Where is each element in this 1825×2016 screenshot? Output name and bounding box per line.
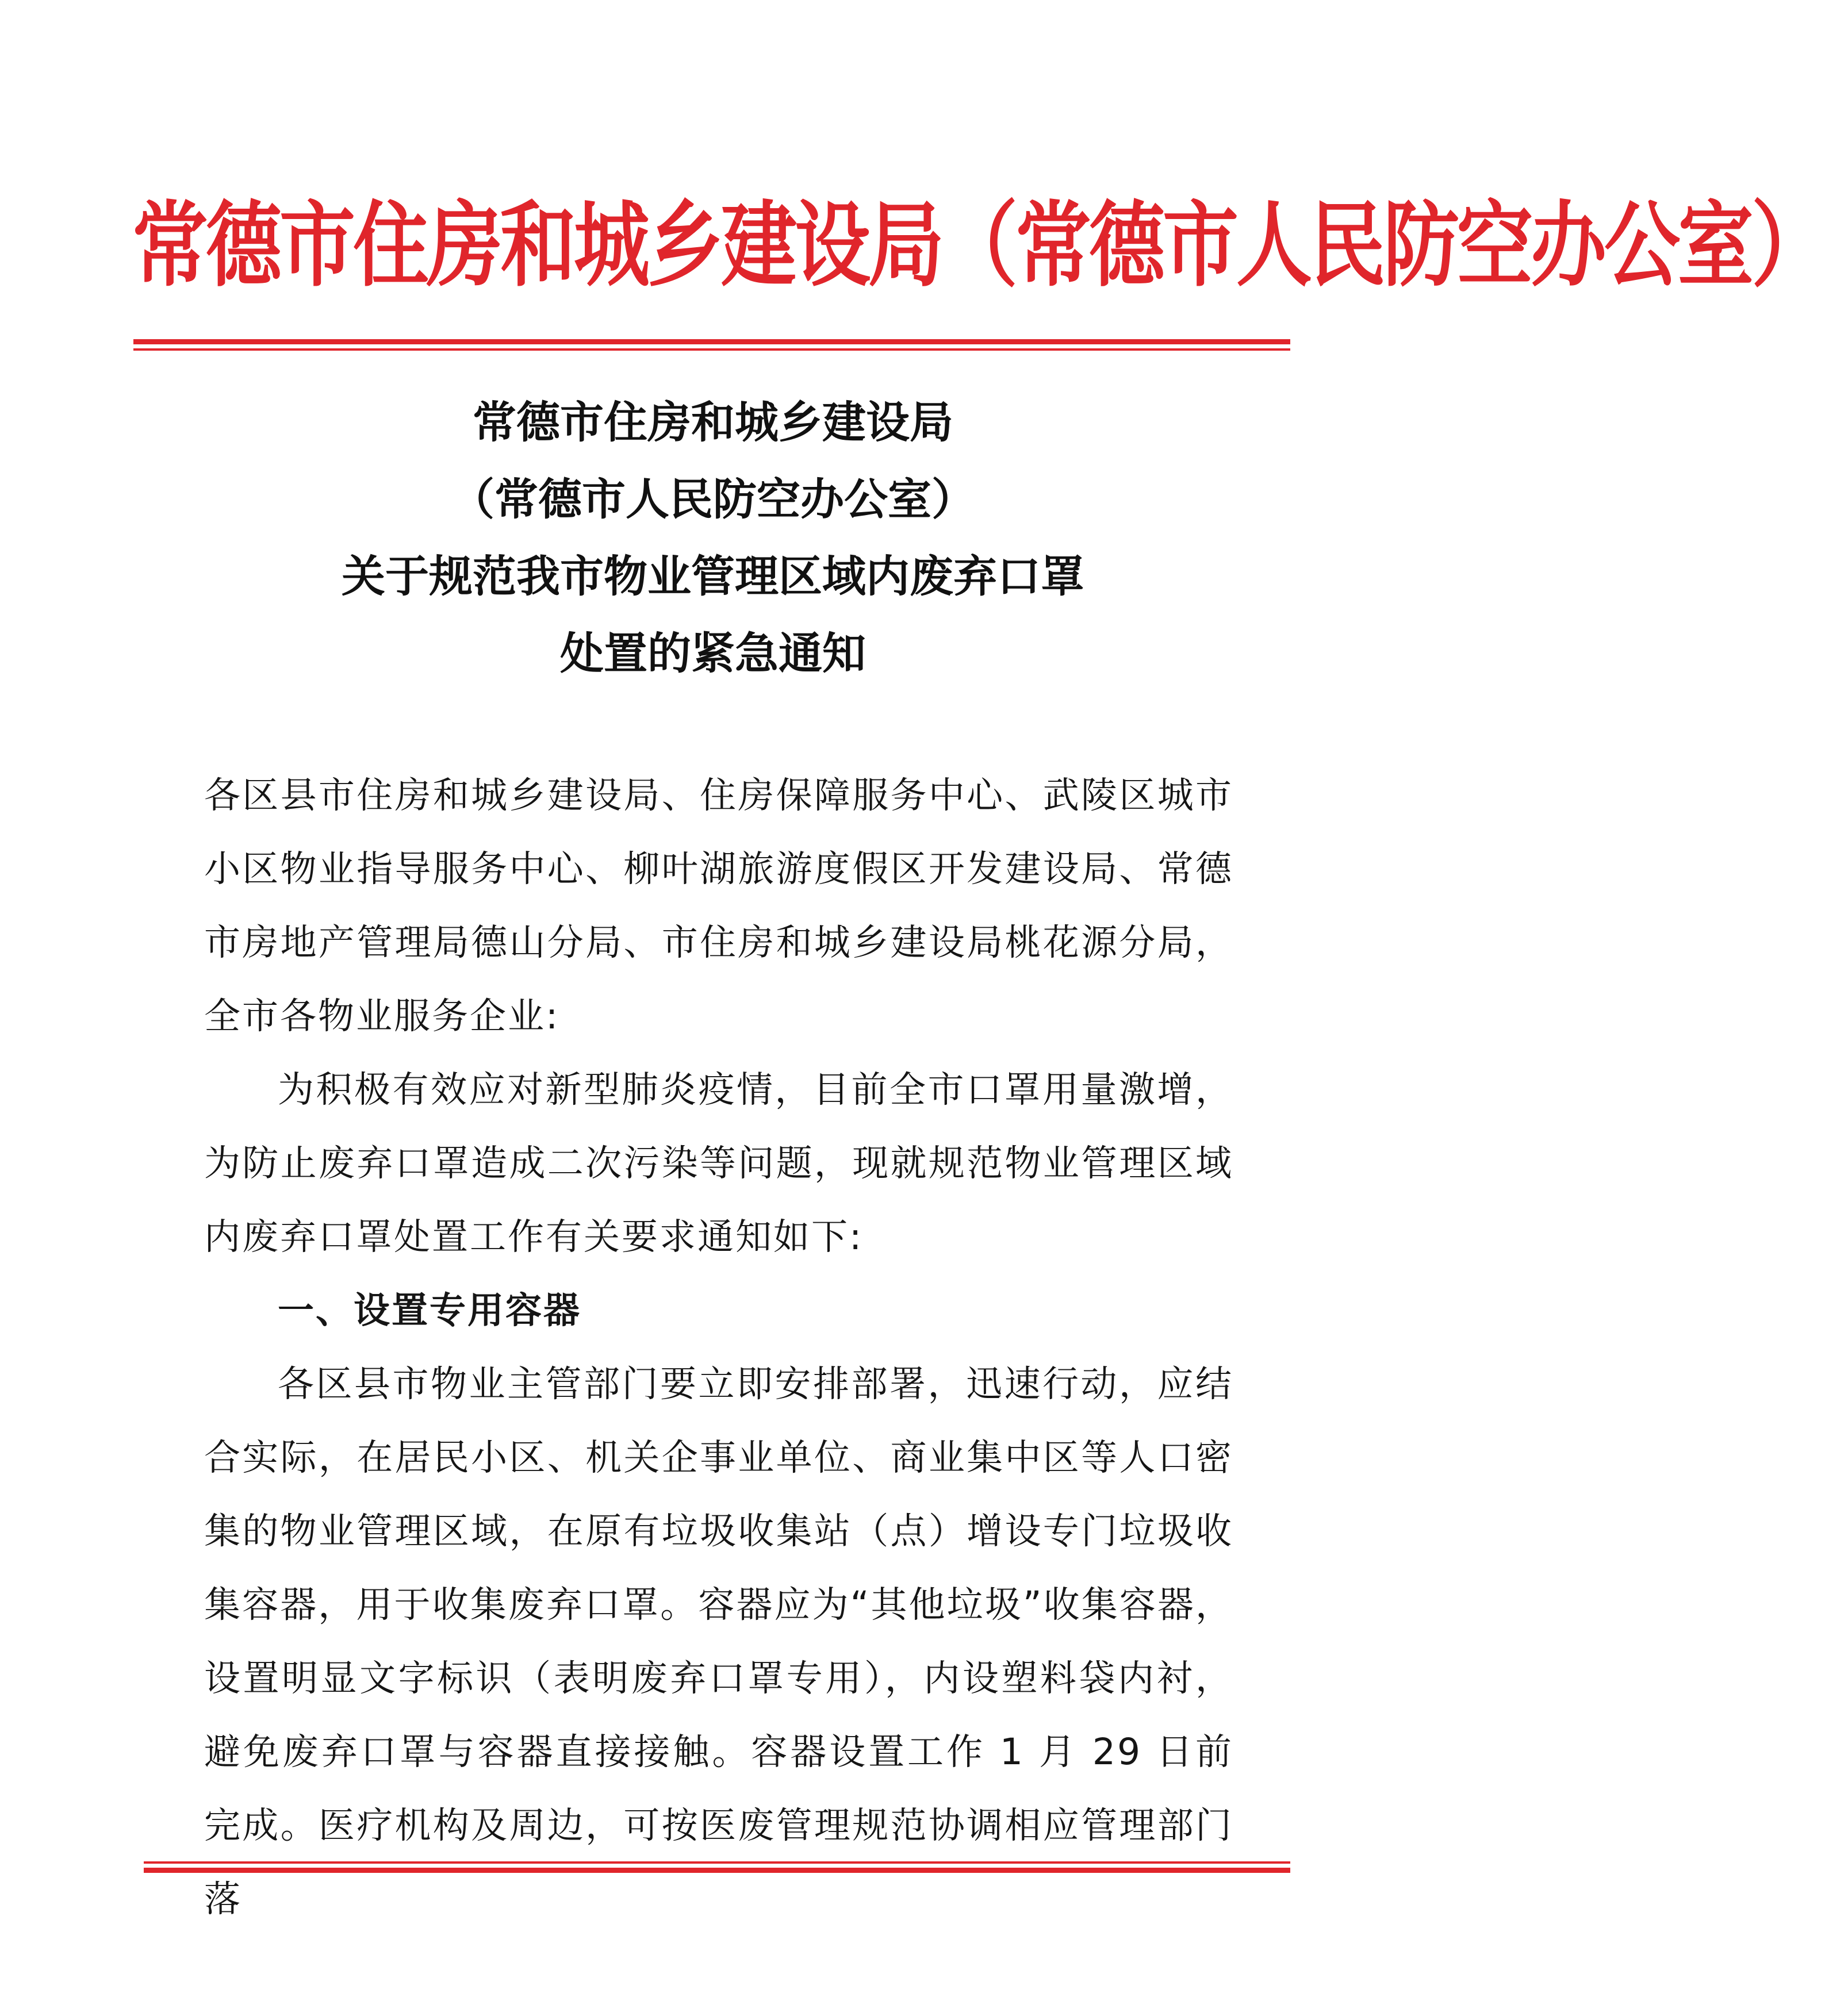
footer-divider [144,1861,1290,1873]
section-1-heading: 一、设置专用容器 [278,1289,581,1331]
title-line-1: 常德市住房和城乡建设局 [473,397,953,448]
document-body [204,759,1233,1936]
addressee-paragraph: 各区县市住房和城乡建设局、住房保障服务中心、武陵区城市小区物业指导服务中心、柳叶湖旅游度假区开发建设局、常德市房地产管理局德山分局、市住房和城乡建设局桃花源分局，全市各物业服务企业: [204,774,1233,1037]
letterhead-divider [133,339,1290,351]
intro-paragraph: 为积极有效应对新型肺炎疫情，目前全市口罩用量激增，为防止废弃口罩造成二次污染等问题，现就规范物业管理区域内废弃口罩处置工作有关要求通知如下: [204,1069,1233,1258]
title-line-2: （常德市人民防空办公室） [451,474,975,525]
document-title [132,384,1294,692]
title-line-3: 关于规范我市物业管理区域内废弃口罩 [342,551,1084,602]
title-line-4: 处置的紧急通知 [560,628,866,679]
section-1-paragraph: 各区县市物业主管部门要立即安排部署，迅速行动，应结合实际，在居民小区、机关企事业单位、商业集中区等人口密集的物业管理区域，在原有垃圾收集站（点）增设专门垃圾收集容器，用于收集废弃口罩。容器应为“其他垃圾”收集容器，设置明显文字标识（表明废弃口罩专用），内设塑料袋内衬，避免废弃口罩与容器直接接触。容器设置工作 1 月 29 日前完成。医疗机构及周边，可按医废管理规范协调相应管理部门落 [204,1363,1233,1920]
letterhead-org-name: 常德市住房和城乡建设局（常德市人民防空办公室） [132,191,1825,300]
